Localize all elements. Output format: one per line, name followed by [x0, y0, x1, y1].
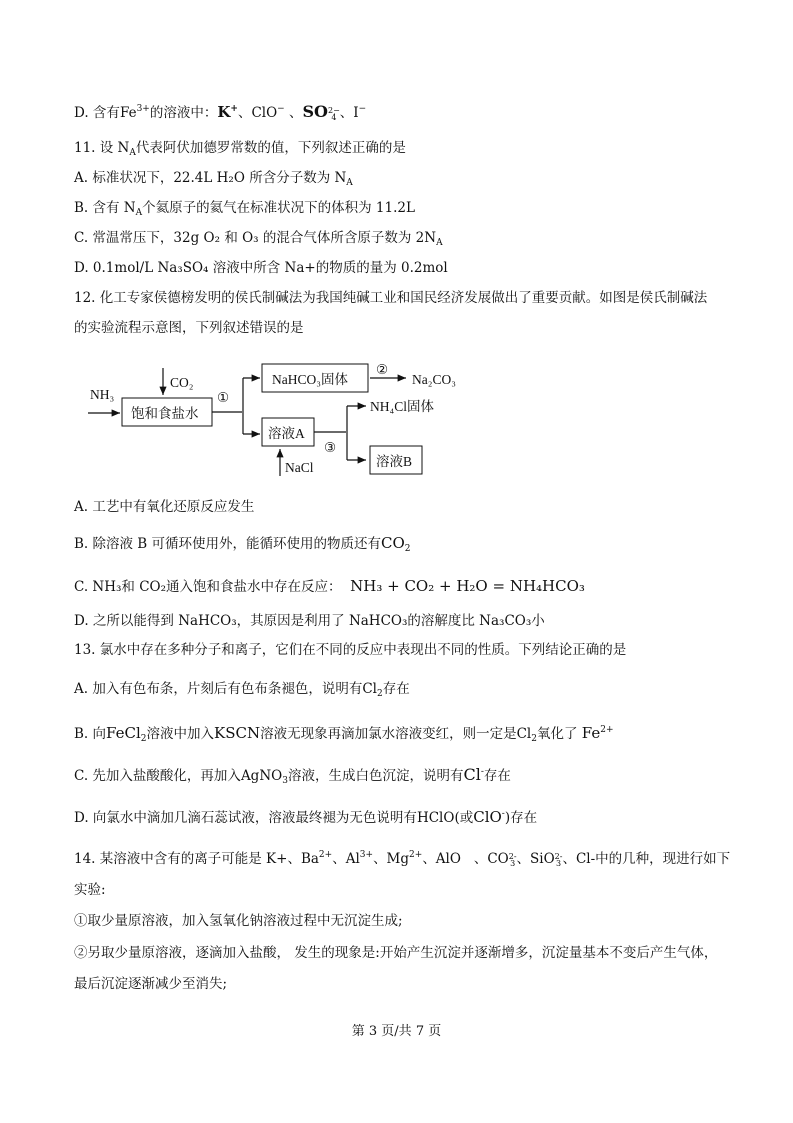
- q14-sio-charge: 2-: [554, 851, 563, 861]
- q14-co-sub: 3: [510, 858, 516, 868]
- q11-b-pre: B. 含有 N: [74, 200, 136, 216]
- q14-al-charge: 3+: [359, 850, 374, 860]
- step1-label: ①: [217, 390, 230, 405]
- q14-ba-charge: 2+: [318, 850, 333, 860]
- q13-b-mid2: 溶液无现象再滴加氯水溶液变红，则一定是: [260, 726, 517, 742]
- q11-a-sub: A: [346, 178, 353, 188]
- q11-stem: [74, 139, 406, 162]
- q13-option-b: [74, 721, 614, 748]
- q12-option-b: [74, 534, 411, 558]
- q11-d-text: D. 0.1mol/L Na₃SO₄ 溶液中所含 Na+的物质的量为 0.2mol: [74, 260, 448, 276]
- q10-d-k-charge: +: [230, 104, 238, 114]
- q13-a-cl-sub: 2: [377, 689, 383, 699]
- q14-alo: 、AlO: [422, 851, 461, 867]
- q11-stem-rest: 代表阿伏加德罗常数的值，下列叙述正确的是: [135, 140, 406, 156]
- q13-a-post: 存在: [382, 681, 410, 697]
- q14-co-charge: 2-: [508, 851, 517, 861]
- q13-d-hclo: HClO: [416, 810, 455, 826]
- q11-option-d: [74, 259, 448, 277]
- q13-option-c: [74, 763, 511, 790]
- q13-c-agno: AgNO: [240, 768, 283, 784]
- q13-b-fe-charge: 2+: [600, 725, 614, 735]
- q10-d-fe: Fe: [119, 105, 137, 121]
- q11-option-b: [74, 199, 415, 222]
- na2co3-label: Na₂CO₃: [412, 372, 456, 387]
- q14-stem-pre: 14. 某溶液中含有的离子可能是 K+、Ba: [74, 851, 319, 867]
- q13-b-cl: Cl: [516, 726, 532, 742]
- q14-exp2-line2: 最后沉淀逐渐减少至消失;: [74, 976, 228, 992]
- nh4cl-label: NH₄Cl固体: [370, 399, 434, 414]
- q11-c-sub: A: [436, 238, 443, 248]
- q11-b-sub: A: [135, 208, 143, 218]
- q13-stem: 13. 氯水中存在多种分子和离子，它们在不同的反应中表现出不同的性质。下列结论正确的是: [74, 642, 627, 658]
- q10-d-clo-charge: −: [277, 104, 285, 114]
- q10-d-fe-charge: 3+: [136, 104, 150, 114]
- q13-c-pre: C. 先加入盐酸酸化，再加入: [74, 768, 241, 784]
- q10-d-i-charge: −: [358, 104, 367, 114]
- q12-option-d: D. 之所以能得到 NaHCO₃，其原因是利用了 NaHCO₃的溶解度比 Na₃CO₃小: [74, 613, 545, 629]
- q13-b-mid1: 溶液中加入: [146, 726, 214, 742]
- q10-d-clo: ClO: [251, 105, 278, 121]
- q14-co: 、CO: [473, 851, 509, 867]
- q12-stem-line1: 12. 化工专家侯德榜发明的侯氏制碱法为我国纯碱工业和国民经济发展做出了重要贡献。如图是侯氏制碱法: [74, 290, 708, 306]
- nh3-label: NH₃: [90, 387, 115, 402]
- q12-b-pre: B. 除溶液 B 可循环使用外，能循环使用的物质还有: [74, 536, 382, 552]
- q11-a-text: A. 标准状况下，22.4L H₂O 所含分子数为 N: [74, 170, 347, 186]
- q13-b-fecl: FeCl: [106, 724, 141, 742]
- q13-d-clo-charge: -: [501, 809, 505, 819]
- q13-a-pre: A. 加入有色布条，片刻后有色布条褪色，说明有: [74, 681, 363, 697]
- q13-a-cl: Cl: [362, 681, 377, 697]
- q14-stem-post: 、Cl-中的几种，现进行如下: [562, 851, 731, 867]
- q12-c-equation: NH₃ + CO₂ + H₂O = NH₄HCO₃: [350, 577, 585, 595]
- q12-stem-line2: 的实验流程示意图，下列叙述错误的是: [74, 320, 304, 336]
- q13-b-fe: Fe: [581, 724, 601, 742]
- solB-label: 溶液B: [376, 454, 413, 469]
- q14-line2: 实验:: [74, 882, 106, 898]
- q13-c-cl: Cl: [463, 765, 481, 784]
- page-footer: 第 3 页/共 7 页: [351, 1024, 442, 1039]
- q12-b-co2-sub: 2: [404, 544, 411, 554]
- q12-b-co2: CO: [381, 534, 405, 552]
- step3-label: ③: [324, 440, 337, 455]
- q13-b-cl-sub: 2: [531, 734, 537, 744]
- q10-d-so-indices: [328, 107, 340, 121]
- q14-exp1: ①取少量原溶液，加入氢氧化钠溶液过程中无沉淀生成;: [74, 913, 403, 929]
- q10-d-sep2: 、: [289, 105, 303, 121]
- q13-c-agno-sub: 3: [282, 776, 288, 786]
- q13-option-a: [74, 680, 410, 703]
- q14-sio-sub: 3: [556, 858, 562, 868]
- q10-d-i: I: [353, 105, 359, 121]
- q10-d-sep3: 、: [339, 105, 354, 121]
- q13-c-post: 存在: [483, 768, 511, 784]
- q10-d-sep1: 、: [237, 105, 252, 121]
- q10-d-so-charge: 2−: [328, 105, 340, 115]
- q14-exp2-line1: ②另取少量原溶液，逐滴加入盐酸， 发生的现象是:开始产生沉淀并逐渐增多，沉淀量基本不变后产生气体，: [74, 945, 718, 961]
- q11-option-c: [74, 229, 443, 252]
- q13-b-pre: B. 向: [74, 726, 107, 742]
- q11-option-a: [74, 169, 353, 192]
- q13-c-mid: 溶液，生成白色沉淀，说明有: [287, 768, 464, 784]
- q12-option-c: [74, 577, 585, 596]
- q14-sio: 、SiO: [516, 851, 555, 867]
- q10-d-mid: 的溶液中：: [149, 105, 218, 121]
- q12-flow-diagram: [80, 358, 500, 488]
- q10-option-d: [74, 100, 366, 122]
- q12-c-pre: C. NH₃和 CO₂通入饱和食盐水中存在反应：: [74, 579, 342, 595]
- q11-c-text: C. 常温常压下，32g O₂ 和 O₃ 的混合气体所含原子数为 2N: [74, 230, 437, 246]
- q13-option-d: [74, 805, 537, 827]
- nacl-label: NaCl: [285, 460, 314, 475]
- q14-stem: [74, 846, 730, 868]
- q10-d-k: K: [217, 103, 231, 121]
- q13-b-kscn: KSCN: [214, 724, 261, 742]
- q13-d-mid: (或: [454, 810, 474, 826]
- q13-b-fecl-sub: 2: [140, 734, 147, 744]
- q12-option-a: A. 工艺中有氧化还原反应发生: [74, 499, 255, 515]
- q13-d-clo: ClO: [473, 808, 502, 826]
- saturated-brine-label: 饱和食盐水: [131, 406, 199, 421]
- nahco3-label: NaHCO₃固体: [272, 372, 348, 387]
- q14-co-indices: [509, 853, 517, 867]
- q11-stem-pre: 11. 设 N: [74, 140, 130, 156]
- solA-label: 溶液A: [268, 426, 305, 441]
- q13-d-pre: D. 向氯水中滴加几滴石蕊试液，溶液最终褪为无色说明有: [74, 810, 417, 826]
- q10-d-so: SO: [302, 102, 328, 121]
- q13-b-mid3: 氧化了: [536, 726, 578, 742]
- q14-al: 、Al: [332, 851, 360, 867]
- co2-label: CO₂: [170, 375, 194, 390]
- q14-mg-charge: 2+: [409, 850, 423, 860]
- q11-stem-sub: A: [129, 148, 136, 158]
- q11-b-rest: 个氦原子的氦气在标准状况下的体积为 11.2L: [142, 200, 415, 216]
- q13-c-cl-charge: -: [480, 767, 484, 777]
- q14-mg: 、Mg: [373, 851, 410, 867]
- q13-d-post: )存在: [504, 810, 538, 826]
- q10-d-so-sub: 4: [331, 112, 337, 122]
- q10-d-prefix: D. 含有: [74, 105, 120, 121]
- step2-label: ②: [376, 362, 389, 377]
